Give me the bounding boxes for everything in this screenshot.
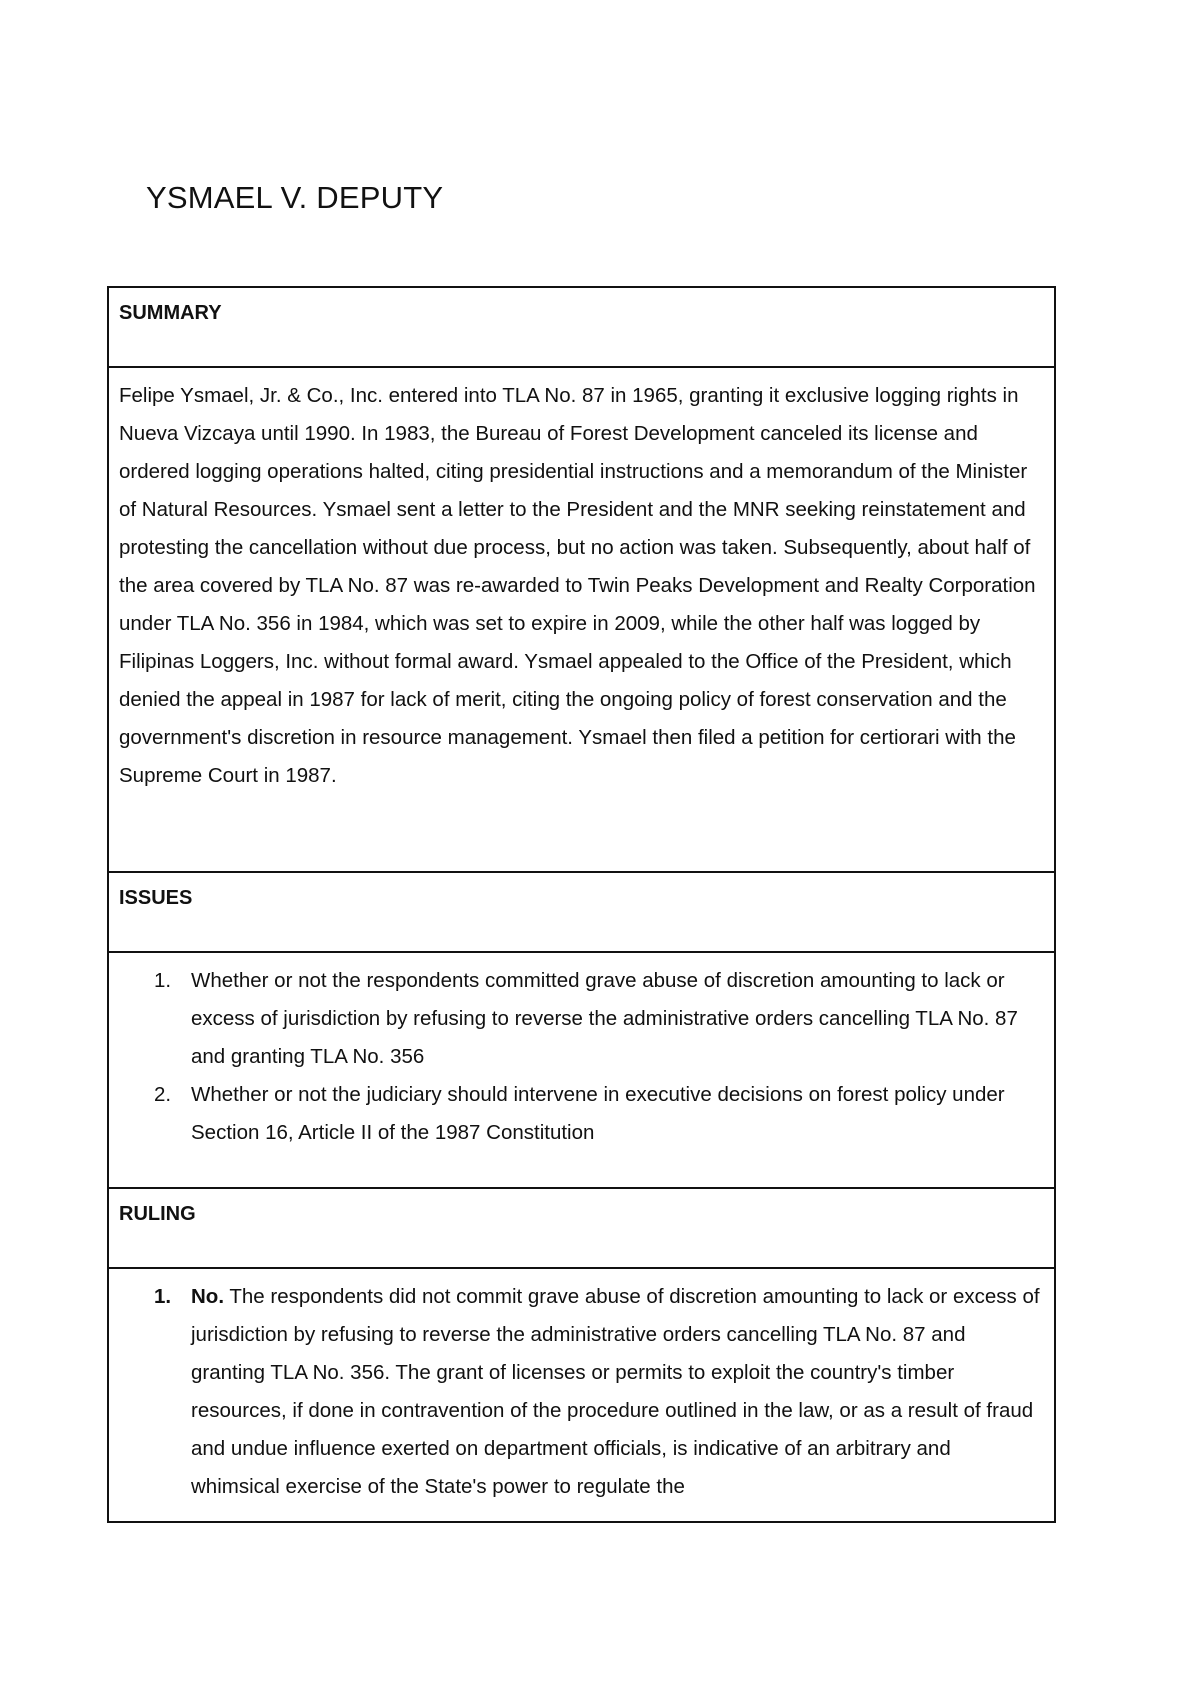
issue-text: Whether or not the respondents committed grave abuse of discretion amounting to lack or excess of jurisdiction by refusing to reverse the administrative orders cancelling TLA No. 87 and granting TLA No. 356 xyxy=(191,969,1018,1068)
ruling-list xyxy=(109,1278,1044,1506)
list-item xyxy=(109,962,1044,1076)
summary-heading: SUMMARY xyxy=(119,302,222,324)
case-digest-table xyxy=(107,286,1056,1523)
ruling-text: The respondents did not commit grave abuse of discretion amounting to lack or excess of jurisdiction by refusing to reverse the administrative orders cancelling TLA No. 87 and granting TLA No. 356. The grant of licenses or permits to exploit the country's timber resources, if done in contravention of the procedure outlined in the law, or as a result of fraud and undue influence exerted on department officials, is indicative of an arbitrary and whimsical exercise of the State's power to regulate the xyxy=(191,1285,1040,1498)
summary-text: Felipe Ysmael, Jr. & Co., Inc. entered into TLA No. 87 in 1965, granting it exclusive logging rights in Nueva Vizcaya until 1990. In 1983, the Bureau of Forest Development canceled its license and ordered logging operations halted, citing presidential instructions and a memorandum of the Minister of Natural Resources. Ysmael sent a letter to the President and the MNR seeking reinstatement and protesting the cancellation without due process, but no action was taken. Subsequently, about half of the area covered by TLA No. 87 was re-awarded to Twin Peaks Development and Realty Corporation under TLA No. 356 in 1984, which was set to expire in 2009, while the other half was logged by Filipinas Loggers, Inc. without formal award. Ysmael appealed to the Office of the President, which denied the appeal in 1987 for lack of merit, citing the ongoing policy of forest conservation and the government's discretion in resource management. Ysmael then filed a petition for certiorari with the Supreme Court in 1987. xyxy=(119,384,1036,787)
list-item xyxy=(109,1278,1044,1506)
ruling-number: 1. xyxy=(154,1285,172,1308)
issues-heading: ISSUES xyxy=(119,887,193,909)
issue-number: 1. xyxy=(154,969,172,992)
summary-heading-row xyxy=(109,288,1054,368)
ruling-heading-row xyxy=(109,1189,1054,1269)
issue-number: 2. xyxy=(154,1083,172,1106)
issue-text: Whether or not the judiciary should intervene in executive decisions on forest policy under Section 16, Article II of the 1987 Constitution xyxy=(191,1083,1005,1144)
issues-cell xyxy=(109,953,1054,1187)
issues-list xyxy=(109,962,1044,1152)
ruling-cell xyxy=(109,1269,1054,1521)
ruling-answer: No. xyxy=(191,1285,225,1308)
ruling-row xyxy=(109,1269,1054,1521)
issues-row xyxy=(109,953,1054,1189)
issues-heading-row xyxy=(109,873,1054,953)
list-item xyxy=(109,1076,1044,1152)
summary-row xyxy=(109,368,1054,873)
page-title: YSMAEL V. DEPUTY xyxy=(146,180,444,215)
ruling-heading: RULING xyxy=(119,1203,196,1225)
